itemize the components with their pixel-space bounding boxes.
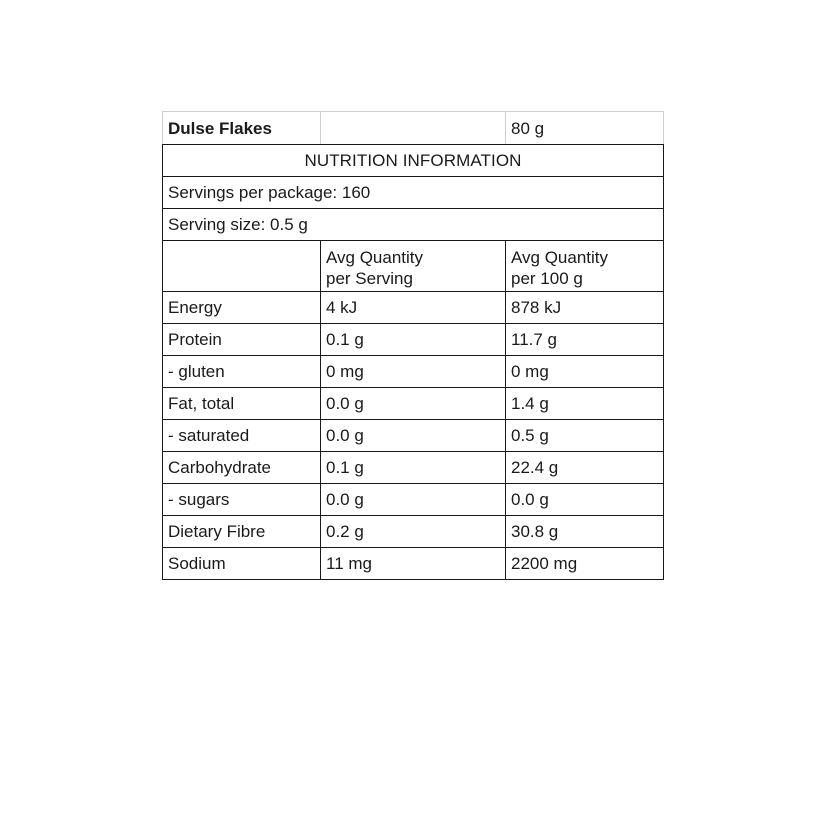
table-row [163,388,664,420]
serving-size-row [163,209,664,241]
product-name: Dulse Flakes [163,112,321,145]
header-blank-cell [163,241,321,292]
per-100g-line1: Avg Quantity [511,248,609,267]
per-serving-value: 0.0 g [321,420,506,452]
per-serving-value: 0.0 g [321,388,506,420]
net-weight: 80 g [506,112,664,145]
per-100g-value: 878 kJ [506,292,664,324]
per-100g-line2: per 100 g [511,269,583,288]
per-serving-value: 11 mg [321,548,506,580]
per-100g-value: 0.0 g [506,484,664,516]
table-row [163,324,664,356]
title-blank-cell [321,112,506,145]
per-serving-line2: per Serving [326,269,413,288]
title-row [163,112,664,145]
per-100g-value: 11.7 g [506,324,664,356]
nutrient-name: Fat, total [163,388,321,420]
per-serving-value: 0.2 g [321,516,506,548]
table-row [163,292,664,324]
nutrient-name: Sodium [163,548,321,580]
per-100g-value: 0.5 g [506,420,664,452]
per-100g-value: 1.4 g [506,388,664,420]
table-row [163,484,664,516]
heading-row [163,145,664,177]
servings-per-package-row [163,177,664,209]
nutrient-name: Carbohydrate [163,452,321,484]
nutrient-name: Protein [163,324,321,356]
per-100g-value: 22.4 g [506,452,664,484]
column-header-per-100g [506,241,664,292]
per-serving-value: 4 kJ [321,292,506,324]
column-header-per-serving [321,241,506,292]
table-row [163,356,664,388]
per-serving-value: 0.0 g [321,484,506,516]
table-row [163,452,664,484]
servings-per-package: Servings per package: 160 [163,177,664,209]
nutrition-table [162,111,664,580]
per-100g-value: 2200 mg [506,548,664,580]
nutrient-name: - saturated [163,420,321,452]
serving-size: Serving size: 0.5 g [163,209,664,241]
per-serving-value: 0.1 g [321,324,506,356]
nutrient-name: - sugars [163,484,321,516]
table-row [163,420,664,452]
column-header-row [163,241,664,292]
per-100g-value: 30.8 g [506,516,664,548]
per-serving-value: 0 mg [321,356,506,388]
per-serving-line1: Avg Quantity [326,248,424,267]
nutrition-panel [162,111,663,580]
nutrient-name: Energy [163,292,321,324]
nutrient-name: Dietary Fibre [163,516,321,548]
per-serving-value: 0.1 g [321,452,506,484]
table-row [163,516,664,548]
nutrient-name: - gluten [163,356,321,388]
table-row [163,548,664,580]
per-100g-value: 0 mg [506,356,664,388]
panel-heading: NUTRITION INFORMATION [163,145,664,177]
